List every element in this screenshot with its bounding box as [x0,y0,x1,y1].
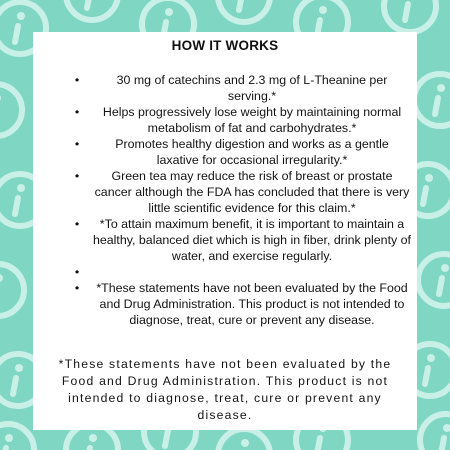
card-heading: HOW IT WORKS [171,38,279,53]
bullet-icon: • [74,265,80,279]
disclaimer-footnote: *These statements have not been evaluated by the Food and Drug Administration. This product is not intended to diagnose, treat, cure or prevent any disease. [58,357,392,422]
bullet-icon: • [74,137,80,151]
list-item [33,280,417,328]
list-item-text: Helps progressively lose weight by maintaining normal metabolism of fat and carbohydrates.* [102,105,402,135]
bullet-icon: • [74,105,80,119]
bullet-icon: • [74,217,80,231]
benefits-list [33,72,417,328]
bullet-icon: • [74,73,80,87]
list-item-empty [33,264,417,280]
list-item [33,136,417,168]
list-item-text: Promotes healthy digestion and works as a gentle laxative for occasional irregularity.* [115,137,389,167]
info-card [33,32,417,430]
list-item-text: Green tea may reduce the risk of breast or prostate cancer although the FDA has concluded that there is very little scientific evidence for this claim.* [94,169,410,215]
list-item [33,104,417,136]
bullet-icon: • [74,169,80,183]
list-item-text: *These statements have not been evaluated by the Food and Drug Administration. This product is not intended to diagnose, treat, cure or prevent any disease. [96,281,408,327]
bullet-icon: • [74,281,80,295]
list-item [33,168,417,216]
list-item [33,72,417,104]
list-item-text: 30 mg of catechins and 2.3 mg of L-Theanine per serving.* [116,73,388,103]
list-item [33,216,417,264]
list-item-text: *To attain maximum benefit, it is important to maintain a healthy, balanced diet which is high in fiber, drink plenty of water, and exercise regularly. [93,217,411,263]
